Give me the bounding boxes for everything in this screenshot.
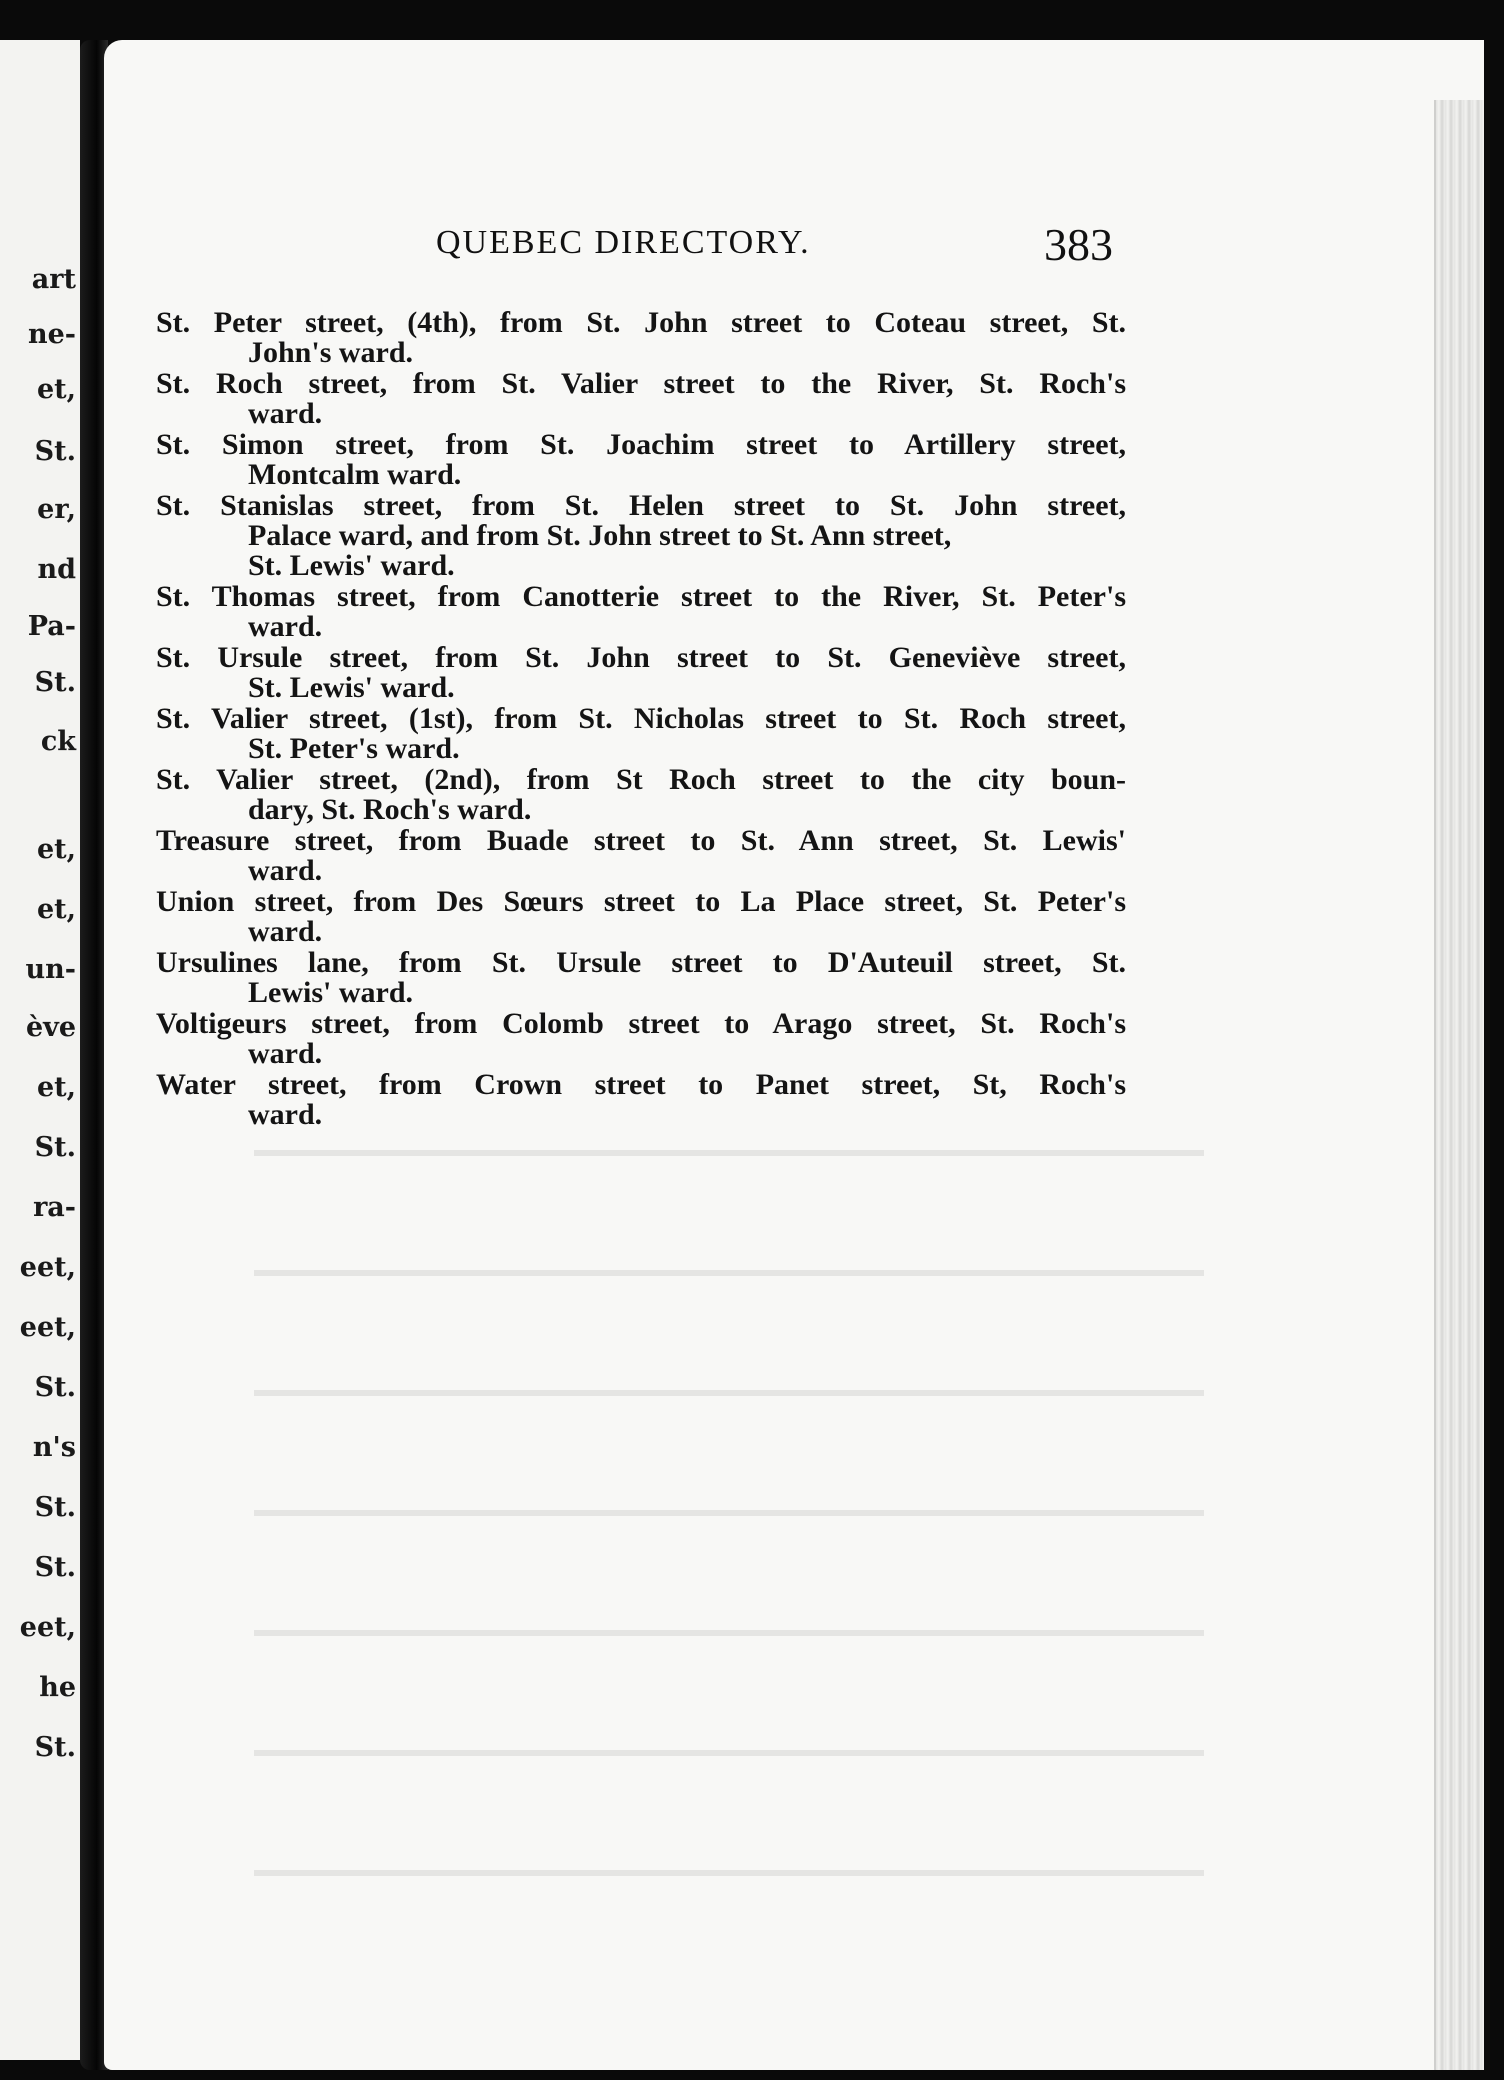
entry-continuation-line: John's ward.: [248, 336, 414, 369]
entry-first-line: St. Valier street, (1st), from St. Nicholas street to St. Roch street,: [156, 702, 1126, 735]
left-page-fragment: ck: [40, 726, 76, 757]
entry-continuation-line: St. Lewis' ward.: [248, 671, 455, 704]
entry-continuation-line: dary, St. Roch's ward.: [248, 793, 532, 826]
left-page-fragment: St.: [34, 1372, 76, 1403]
left-page-fragment: ra-: [33, 1192, 76, 1223]
entry-first-line: St. Ursule street, from St. John street to St. Geneviève street,: [156, 641, 1126, 674]
entry-first-line: St. Stanislas street, from St. Helen street to St. John street,: [156, 489, 1126, 522]
entry-first-line: St. Simon street, from St. Joachim street to Artillery street,: [156, 428, 1126, 461]
directory-entry: [156, 948, 1126, 1008]
entry-first-line: St. Valier street, (2nd), from St Roch street to the city boun-: [156, 763, 1126, 796]
entry-first-line: St. Thomas street, from Canotterie street to the River, St. Peter's: [156, 580, 1126, 613]
directory-entry: [156, 1009, 1126, 1069]
left-page-fragment: art: [31, 264, 76, 295]
left-page-fragment: St.: [34, 1492, 76, 1523]
left-page-fragment: ève: [25, 1012, 76, 1043]
left-page-fragment: St.: [34, 1732, 76, 1763]
entry-continuation-line: ward.: [248, 397, 323, 430]
left-page-fragment: n's: [32, 1432, 76, 1463]
show-through-line: [254, 1630, 1204, 1636]
left-page-edge: [0, 40, 80, 2060]
directory-entry: [156, 704, 1126, 764]
show-through-line: [254, 1390, 1204, 1396]
running-head: QUEBEC DIRECTORY.: [436, 224, 811, 261]
directory-entry: [156, 430, 1126, 490]
directory-entry: [156, 369, 1126, 429]
entry-first-line: St. Roch street, from St. Valier street to the River, St. Roch's: [156, 367, 1126, 400]
entry-continuation-line: ward.: [248, 854, 323, 887]
directory-entry: [156, 1070, 1126, 1130]
show-through-line: [254, 1270, 1204, 1276]
entry-continuation-line: St. Lewis' ward.: [248, 549, 455, 582]
left-page-fragment: eet,: [19, 1312, 76, 1343]
entry-first-line: Voltigeurs street, from Colomb street to Arago street, St. Roch's: [156, 1007, 1126, 1040]
left-page-fragment: eet,: [19, 1612, 76, 1643]
entry-first-line: St. Peter street, (4th), from St. John street to Coteau street, St.: [156, 306, 1126, 339]
left-page-fragment: St.: [34, 667, 76, 698]
left-page-fragment: et,: [36, 894, 76, 925]
entry-first-line: Water street, from Crown street to Panet street, St, Roch's: [156, 1068, 1126, 1101]
entry-continuation-line: St. Peter's ward.: [248, 732, 460, 765]
directory-entry: [156, 643, 1126, 703]
show-through-line: [254, 1150, 1204, 1156]
entry-first-line: Union street, from Des Sœurs street to La Place street, St. Peter's: [156, 885, 1126, 918]
page-number: 383: [1044, 219, 1113, 270]
left-page-fragment: et,: [36, 1072, 76, 1103]
entry-continuation-line: ward.: [248, 610, 323, 643]
left-page-fragment: er,: [37, 494, 76, 525]
entry-continuation-line: Palace ward, and from St. John street to St. Ann street,: [248, 519, 952, 552]
directory-entry: [156, 308, 1126, 368]
directory-entry: [156, 491, 1126, 581]
entry-continuation-line: ward.: [248, 915, 323, 948]
left-page-fragment: ne-: [27, 319, 76, 350]
entry-first-line: Treasure street, from Buade street to St. Ann street, St. Lewis': [156, 824, 1126, 857]
street-entries: [156, 308, 1126, 1131]
left-page-fragment: eet,: [19, 1252, 76, 1283]
left-page-fragment: nd: [37, 554, 76, 585]
left-page-fragment: St.: [34, 1132, 76, 1163]
entry-continuation-line: Lewis' ward.: [248, 976, 413, 1009]
show-through-line: [254, 1870, 1204, 1876]
left-page-fragment: et,: [36, 374, 76, 405]
entry-continuation-line: ward.: [248, 1098, 323, 1131]
left-page-fragment: St.: [34, 436, 76, 467]
show-through-line: [254, 1510, 1204, 1516]
directory-entry: [156, 826, 1126, 886]
left-page-fragment: he: [39, 1672, 76, 1703]
left-page-fragment: Pa-: [27, 611, 76, 642]
entry-first-line: Ursulines lane, from St. Ursule street to D'Auteuil street, St.: [156, 946, 1126, 979]
entry-continuation-line: ward.: [248, 1037, 323, 1070]
page-stack-edge: [1434, 100, 1484, 2070]
left-page-fragment: et,: [36, 834, 76, 865]
left-page-fragment: un-: [25, 954, 76, 985]
show-through-line: [254, 1750, 1204, 1756]
directory-entry: [156, 887, 1126, 947]
directory-entry: [156, 582, 1126, 642]
left-page-fragment: St.: [34, 1552, 76, 1583]
directory-entry: [156, 765, 1126, 825]
entry-continuation-line: Montcalm ward.: [248, 458, 462, 491]
